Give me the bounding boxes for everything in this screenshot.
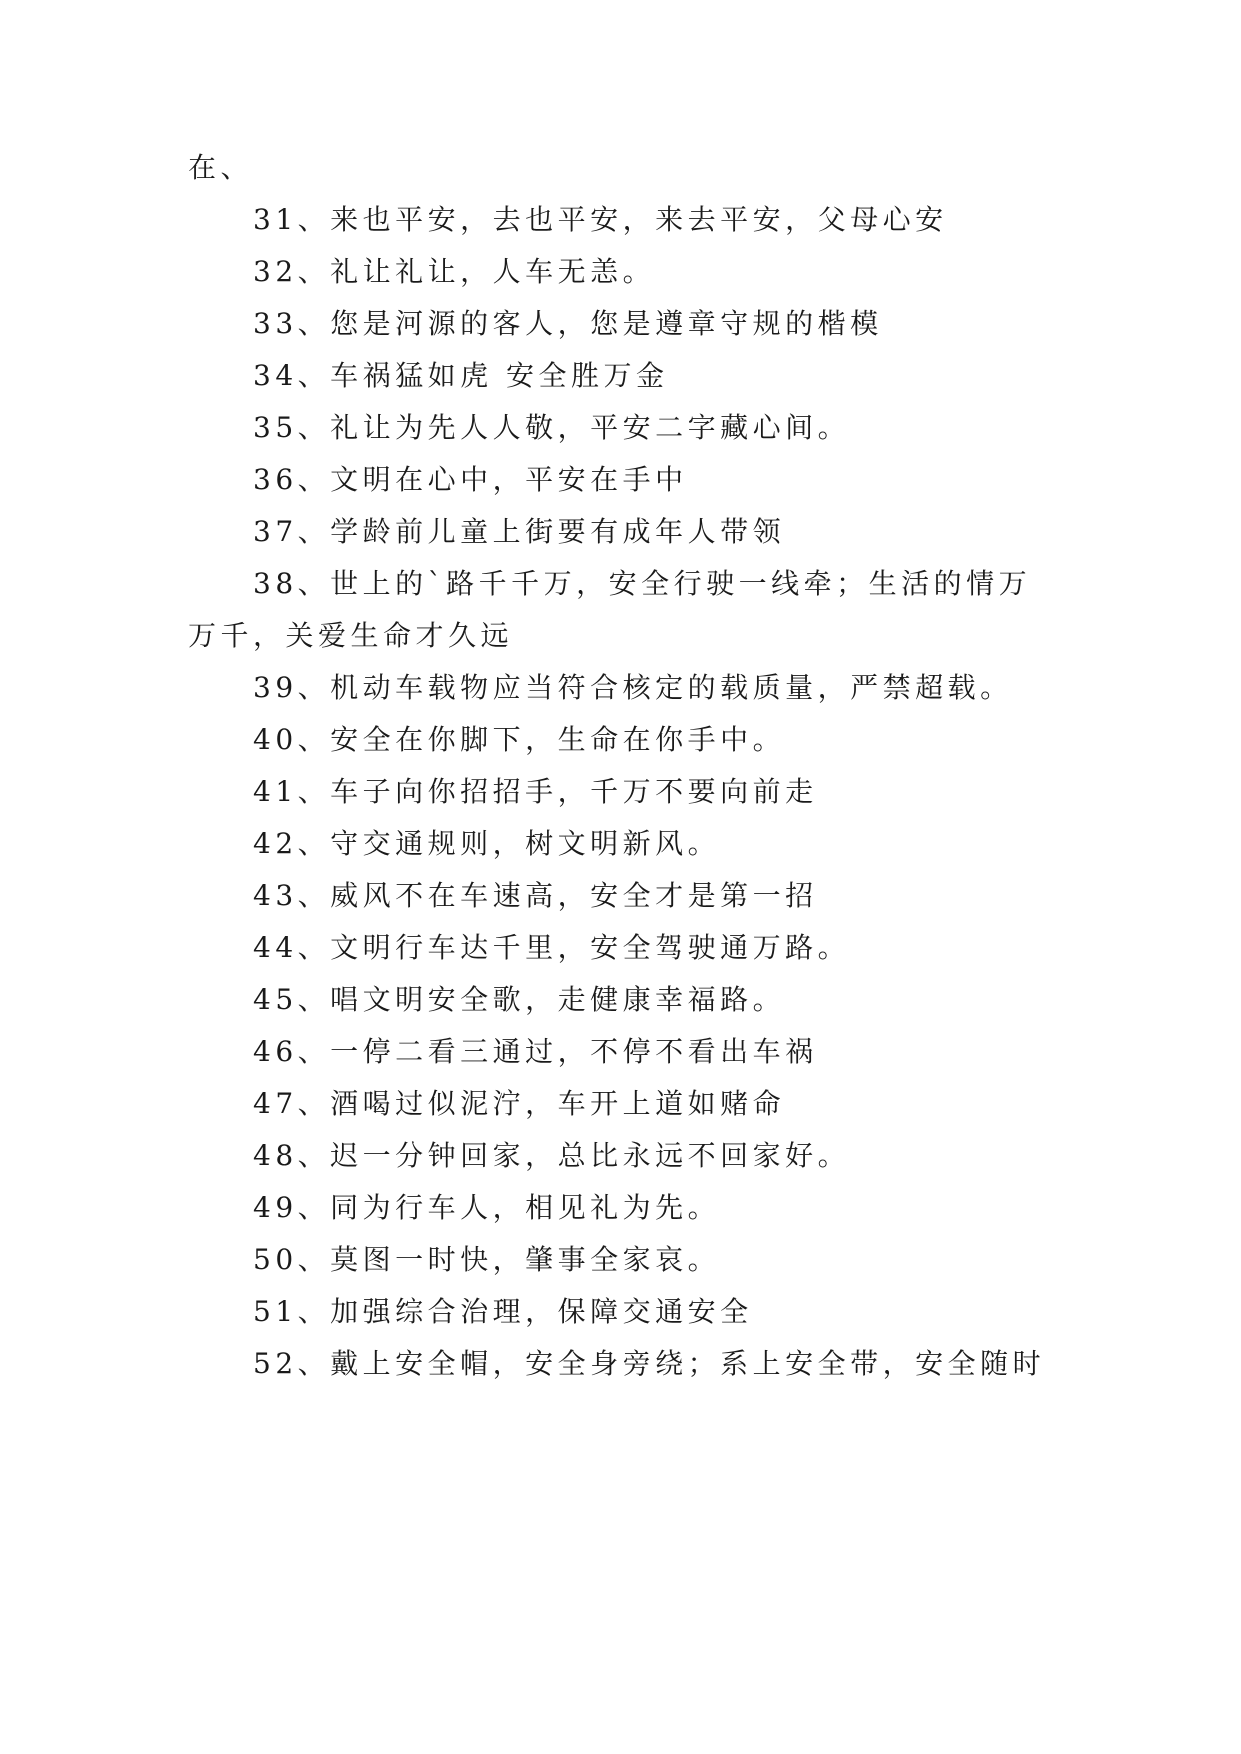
text-line: 43、威风不在车速高，安全才是第一招 <box>253 879 818 912</box>
text-line: 36、文明在心中，平安在手中 <box>253 463 688 496</box>
text-line: 在、 <box>188 151 254 184</box>
text-line: 35、礼让为先人人敬，平安二字藏心间。 <box>253 411 851 444</box>
text-line: 40、安全在你脚下，生命在你手中。 <box>253 723 786 756</box>
text-line: 50、莫图一时快，肇事全家哀。 <box>253 1243 721 1276</box>
text-line: 44、文明行车达千里，安全驾驶通万路。 <box>253 931 851 964</box>
text-line: 48、迟一分钟回家，总比永远不回家好。 <box>253 1139 851 1172</box>
text-line: 45、唱文明安全歌，走健康幸福路。 <box>253 983 786 1016</box>
text-line: 52、戴上安全帽，安全身旁绕；系上安全带，安全随时 <box>253 1347 1046 1380</box>
text-line: 31、来也平安，去也平安，来去平安，父母心安 <box>253 203 948 236</box>
text-line: 34、车祸猛如虎 安全胜万金 <box>253 359 669 392</box>
text-line: 49、同为行车人，相见礼为先。 <box>253 1191 721 1224</box>
text-line: 38、世上的`路千千万，安全行驶一线牵；生活的情万 <box>253 567 1032 600</box>
text-line: 33、您是河源的客人，您是遵章守规的楷模 <box>253 307 883 340</box>
text-line: 51、加强综合治理，保障交通安全 <box>253 1295 753 1328</box>
text-line: 41、车子向你招招手，千万不要向前走 <box>253 775 818 808</box>
text-line: 37、学龄前儿童上街要有成年人带领 <box>253 515 786 548</box>
text-line: 46、一停二看三通过，不停不看出车祸 <box>253 1035 818 1068</box>
text-line: 42、守交通规则，树文明新风。 <box>253 827 721 860</box>
text-line: 万千，关爱生命才久远 <box>188 619 514 652</box>
text-line: 39、机动车载物应当符合核定的载质量，严禁超载。 <box>253 671 1013 704</box>
text-line: 32、礼让礼让，人车无恙。 <box>253 255 656 288</box>
text-line: 47、酒喝过似泥泞，车开上道如赌命 <box>253 1087 786 1120</box>
